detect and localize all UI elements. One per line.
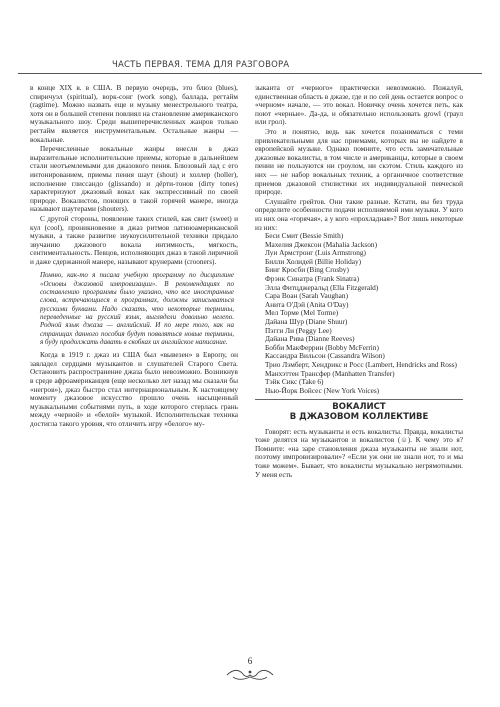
list-item: Трио Лэмберт, Хендрикс и Росс (Lambert, Hendricks and Ross) [265, 360, 457, 369]
section-heading-line: ВОКАЛИСТ [332, 402, 386, 413]
list-item: Манхэттен Трансфер (Manhatten Transfer) [265, 368, 395, 378]
paragraph: зыканта от «черного» практически невозможно. Пожалуй, единственная область в джазе, где и по сей день остается вопрос о «черном» начале, — это вокал. Новичку очень хочется петь, как поют «черные». Да-да, и обязательно использовать growl (граул или грол). [255, 83, 463, 127]
paragraph: С другой стороны, появление таких стилей, как свит (sweet) и кул (cool), проникновение в джаз ритмов латиноамериканской музыки, а также развитие звукоусилительной техники придало звучанию джазового вокала интимность, мягкость, сентиментальность. Певцов, исполняющих джаз в такой лиричной и даже сдержанной манере, называют крунерами (crooners). [30, 213, 238, 266]
paragraph: Говорят: есть музыканты и есть вокалисты. Правда, вокалисты тоже делятся на музыкантов и вокалистов (☺). К чему это я? Помните: «на заре становления джаза музыканты не знали нот, поэтому импровизировали»? «Если уж они не знали нот, то и мы тоже можем». Бывает, что вокалисты музыкально негрямотными. У меня есть [255, 426, 463, 479]
ornament-icon [225, 668, 275, 682]
page-number: 6 [247, 656, 253, 666]
header-rule [18, 73, 482, 74]
author-note: Помню, как-то я писала учебную программу по дисциплине «Основы джазовой импровизации». В рекомендациях по составлению программы было указано, что все иностранные слова, встречающиеся в программах, должны записываться русскими буквами. Надо сказать, что некоторые термины, переведенные на русский язык, выглядели довольно нелепо. Родной язык джаза — английский. И по мере того, как на страницах данного пособия будут появляться новые термины, я буду продолжать давать в скобках их английское написание. [40, 271, 234, 346]
section-heading-line: В ДЖАЗОВОМ КОЛЛЕКТИВЕ [289, 411, 429, 422]
left-column [30, 84, 238, 428]
paragraph: Когда в 1919 г. джаз из США был «вывезен» в Европу, он завладел сердцами музыкантов и слушателей Старого Света. Остановить распространение джаза было невозможно. Возникнув в среде афроамериканцев (еще несколько лет назад мы сказали бы «негров»), джаз быстро стал интернациональным. К настоящему моменту джазовое искусство прошло очень насыщенный музыкальными событиями путь, в ходе которого стерлась грань между «черной» и «белой» музыкой. Исполнительская техника достигла такого уровня, что отличить игру «белого» му- [30, 350, 238, 428]
running-header: ЧАСТЬ ПЕРВАЯ. ТЕМА ДЛЯ РАЗГОВОРА [112, 60, 290, 70]
list-item: Махелия Джексон (Mahalia Jackson) [265, 239, 377, 249]
list-item: Элла Фитцджеральд (Ella Fitzgerald) [265, 282, 379, 292]
list-item: Фрэнк Синатра (Frank Sinatra) [265, 274, 360, 284]
list-item: Беси Смит (Bessie Smith) [265, 231, 344, 241]
list-item: Сара Воан (Sarah Vaughan) [265, 291, 348, 301]
list-item: Дайана Рива (Dianne Reeves) [265, 334, 355, 344]
section-heading [255, 399, 463, 422]
list-item: Кассандра Вильсон (Cassandra Wilson) [265, 351, 385, 361]
list-item: Мел Торме (Mel Torme) [265, 308, 339, 318]
list-item: Дайана Шур (Diane Shuur) [265, 317, 348, 327]
paragraph: Это и понятно, ведь как хочется позаниматься с теми привлекательными для нас приемами, которых вы не найдете в европейской музыке. Однако помните, что есть замечательные джазовые вокалисты, в том числе и американцы, которые в своем пении не пользуются ни гроулом, ни скэтом. Стиль каждого из них — не набор вокальных техник, а органичное соответствие приемов джазовой стилистики их индивидуальной певческой природе. [255, 126, 463, 197]
list-item: Нью-Йорк Войсес (New York Voices) [265, 385, 380, 395]
list-item: Бобби МакФеррин (Bobby McFerrin) [265, 342, 379, 352]
list-item: Тэйк Сикс (Take 6) [265, 377, 324, 387]
list-item: Билли Холидей (Billie Holiday) [265, 256, 362, 266]
list-item: Пэгги Ли (Peggy Lee) [265, 325, 332, 335]
paragraph: Перечисленные вокальные жанры внесли в джаз выразительные исполнительские приемы, которые в дальнейшем стали неотъемлемыми для джазового пения. Блюзовый лад с его интонированием, приемы пения шаут (shout) и холлер (holler), исполнение глиссандо (glissando) и дёрти-тонов (dirty tones) характеризуют джазовый вокал как экспрессивный по своей природе. Вокалистов, поющих в такой горячей манере, иногда называют шаутерами (shouters). [30, 144, 238, 214]
list-item: Анита О'Дэй (Anita O'Day) [265, 299, 349, 309]
list-item: Бинг Кросби (Bing Crosby) [265, 265, 349, 275]
right-column [255, 84, 463, 479]
list-item: Луи Армстронг (Luis Armstrong) [265, 248, 366, 258]
paragraph: Слушайте грейтов. Они такие разные. Кстати, вы без труда определите особенности подачи исполняемой ими музыки. У кого из них она «горячая», а у кого «прохладная»? Вот лишь некоторые из них: [255, 196, 463, 232]
singers-list [255, 232, 463, 395]
paragraph: в конце XIX в. в США. В первую очередь, это блюз (blues), спиричуэл (spiritual), ворк-сонг (work song), баллада, регтайм (ragtime). Можно назвать еще и музыку менестрельного театра, хотя он в большей степени повлиял на становление американского музыкального шоу. Среди вышеперечисленных жанров только регтайм является инструментальным. Остальные жанры — вокальные. [30, 83, 238, 144]
